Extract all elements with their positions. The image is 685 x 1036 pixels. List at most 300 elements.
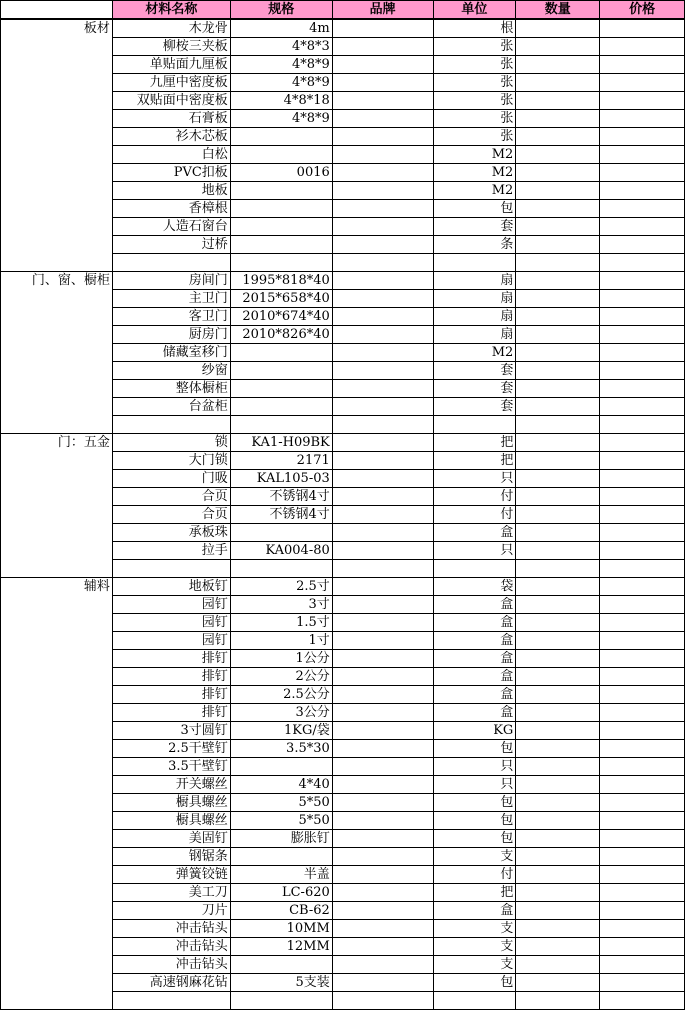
empty-cell bbox=[516, 416, 600, 434]
brand-cell bbox=[332, 272, 433, 290]
qty-cell bbox=[516, 272, 600, 290]
brand-cell bbox=[332, 830, 433, 848]
material-name-cell: 橱具螺丝 bbox=[112, 812, 230, 830]
unit-cell: 袋 bbox=[433, 578, 516, 596]
brand-cell bbox=[332, 614, 433, 632]
empty-cell bbox=[433, 992, 516, 1010]
brand-cell bbox=[332, 722, 433, 740]
material-name-cell: 美工刀 bbox=[112, 884, 230, 902]
qty-cell bbox=[516, 722, 600, 740]
material-name-cell: 地板钉 bbox=[112, 578, 230, 596]
material-name-cell: 园钉 bbox=[112, 596, 230, 614]
unit-cell: 张 bbox=[433, 74, 516, 92]
qty-cell bbox=[516, 362, 600, 380]
material-name-cell: 弹簧铰链 bbox=[112, 866, 230, 884]
price-cell bbox=[600, 38, 685, 56]
qty-cell bbox=[516, 542, 600, 560]
price-cell bbox=[600, 614, 685, 632]
spec-cell bbox=[230, 956, 332, 974]
brand-cell bbox=[332, 380, 433, 398]
table-row bbox=[1, 19, 685, 38]
qty-cell bbox=[516, 164, 600, 182]
unit-cell: KG bbox=[433, 722, 516, 740]
unit-cell: 套 bbox=[433, 398, 516, 416]
brand-cell bbox=[332, 110, 433, 128]
spec-cell: LC-620 bbox=[230, 884, 332, 902]
material-name-cell: 纱窗 bbox=[112, 362, 230, 380]
material-name-cell: 木龙骨 bbox=[112, 19, 230, 38]
qty-cell bbox=[516, 290, 600, 308]
spec-cell: 半盖 bbox=[230, 866, 332, 884]
material-name-cell: 2.5干壁钉 bbox=[112, 740, 230, 758]
price-cell bbox=[600, 128, 685, 146]
price-cell bbox=[600, 200, 685, 218]
qty-cell bbox=[516, 200, 600, 218]
empty-cell bbox=[600, 560, 685, 578]
unit-cell: 盒 bbox=[433, 614, 516, 632]
qty-cell bbox=[516, 344, 600, 362]
unit-cell: 套 bbox=[433, 362, 516, 380]
brand-cell bbox=[332, 902, 433, 920]
qty-cell bbox=[516, 218, 600, 236]
qty-cell bbox=[516, 470, 600, 488]
brand-cell bbox=[332, 434, 433, 452]
empty-cell bbox=[230, 416, 332, 434]
empty-cell bbox=[332, 416, 433, 434]
spec-cell: 1.5寸 bbox=[230, 614, 332, 632]
price-cell bbox=[600, 92, 685, 110]
brand-cell bbox=[332, 704, 433, 722]
brand-cell bbox=[332, 812, 433, 830]
empty-cell bbox=[112, 560, 230, 578]
material-name-cell: 钢锯条 bbox=[112, 848, 230, 866]
material-name-cell: 门吸 bbox=[112, 470, 230, 488]
spec-cell: 2010*826*40 bbox=[230, 326, 332, 344]
qty-cell bbox=[516, 380, 600, 398]
unit-cell: 盒 bbox=[433, 704, 516, 722]
empty-cell bbox=[112, 992, 230, 1010]
brand-cell bbox=[332, 686, 433, 704]
material-name-cell: 合页 bbox=[112, 488, 230, 506]
price-cell bbox=[600, 938, 685, 956]
brand-cell bbox=[332, 776, 433, 794]
brand-cell bbox=[332, 668, 433, 686]
spec-cell: 2.5公分 bbox=[230, 686, 332, 704]
empty-cell bbox=[600, 992, 685, 1010]
unit-cell: M2 bbox=[433, 182, 516, 200]
material-name-cell: 九厘中密度板 bbox=[112, 74, 230, 92]
unit-cell: M2 bbox=[433, 344, 516, 362]
unit-cell: 付 bbox=[433, 488, 516, 506]
spec-cell: 4m bbox=[230, 19, 332, 38]
qty-cell bbox=[516, 19, 600, 38]
spec-cell: KAL105-03 bbox=[230, 470, 332, 488]
spec-cell: 12MM bbox=[230, 938, 332, 956]
material-name-cell: PVC扣板 bbox=[112, 164, 230, 182]
brand-cell bbox=[332, 290, 433, 308]
header-spec: 规格 bbox=[230, 1, 332, 20]
sheet-body bbox=[1, 19, 685, 1010]
qty-cell bbox=[516, 434, 600, 452]
brand-cell bbox=[332, 524, 433, 542]
qty-cell bbox=[516, 902, 600, 920]
qty-cell bbox=[516, 56, 600, 74]
qty-cell bbox=[516, 776, 600, 794]
material-name-cell: 冲击钻头 bbox=[112, 956, 230, 974]
spec-cell: 4*8*9 bbox=[230, 74, 332, 92]
spec-cell bbox=[230, 524, 332, 542]
material-name-cell: 承板珠 bbox=[112, 524, 230, 542]
spec-cell: 5*50 bbox=[230, 794, 332, 812]
price-cell bbox=[600, 434, 685, 452]
table-row bbox=[1, 434, 685, 452]
price-cell bbox=[600, 164, 685, 182]
unit-cell: 只 bbox=[433, 542, 516, 560]
empty-cell bbox=[600, 254, 685, 272]
brand-cell bbox=[332, 344, 433, 362]
material-name-cell: 整体橱柜 bbox=[112, 380, 230, 398]
empty-cell bbox=[600, 416, 685, 434]
brand-cell bbox=[332, 236, 433, 254]
brand-cell bbox=[332, 740, 433, 758]
material-name-cell: 冲击钻头 bbox=[112, 938, 230, 956]
unit-cell: M2 bbox=[433, 164, 516, 182]
unit-cell: 套 bbox=[433, 218, 516, 236]
empty-cell bbox=[230, 254, 332, 272]
price-cell bbox=[600, 686, 685, 704]
brand-cell bbox=[332, 956, 433, 974]
unit-cell: 支 bbox=[433, 920, 516, 938]
header-unit: 单位 bbox=[433, 1, 516, 20]
brand-cell bbox=[332, 362, 433, 380]
qty-cell bbox=[516, 146, 600, 164]
material-name-cell: 拉手 bbox=[112, 542, 230, 560]
qty-cell bbox=[516, 956, 600, 974]
brand-cell bbox=[332, 146, 433, 164]
price-cell bbox=[600, 488, 685, 506]
unit-cell: 包 bbox=[433, 794, 516, 812]
price-cell bbox=[600, 596, 685, 614]
price-cell bbox=[600, 830, 685, 848]
qty-cell bbox=[516, 92, 600, 110]
category-cell: 辅料 bbox=[1, 578, 113, 1010]
brand-cell bbox=[332, 164, 433, 182]
material-name-cell: 园钉 bbox=[112, 632, 230, 650]
empty-cell bbox=[112, 416, 230, 434]
spec-cell bbox=[230, 398, 332, 416]
qty-cell bbox=[516, 758, 600, 776]
material-name-cell: 园钉 bbox=[112, 614, 230, 632]
price-cell bbox=[600, 19, 685, 38]
spec-cell bbox=[230, 848, 332, 866]
qty-cell bbox=[516, 452, 600, 470]
unit-cell: 付 bbox=[433, 506, 516, 524]
table-row bbox=[1, 272, 685, 290]
material-name-cell: 人造石窗台 bbox=[112, 218, 230, 236]
qty-cell bbox=[516, 110, 600, 128]
price-cell bbox=[600, 632, 685, 650]
material-name-cell: 排钉 bbox=[112, 704, 230, 722]
spec-cell: 4*8*3 bbox=[230, 38, 332, 56]
price-cell bbox=[600, 578, 685, 596]
price-cell bbox=[600, 542, 685, 560]
price-cell bbox=[600, 740, 685, 758]
brand-cell bbox=[332, 218, 433, 236]
qty-cell bbox=[516, 38, 600, 56]
brand-cell bbox=[332, 596, 433, 614]
material-name-cell: 排钉 bbox=[112, 650, 230, 668]
spec-cell: 5*50 bbox=[230, 812, 332, 830]
price-cell bbox=[600, 470, 685, 488]
spec-cell: 膨胀钉 bbox=[230, 830, 332, 848]
material-name-cell: 过桥 bbox=[112, 236, 230, 254]
unit-cell: 支 bbox=[433, 848, 516, 866]
price-cell bbox=[600, 236, 685, 254]
material-name-cell: 3.5干壁钉 bbox=[112, 758, 230, 776]
price-cell bbox=[600, 956, 685, 974]
unit-cell: 张 bbox=[433, 92, 516, 110]
spec-cell: CB-62 bbox=[230, 902, 332, 920]
spec-cell bbox=[230, 128, 332, 146]
spec-cell: 不锈钢4寸 bbox=[230, 506, 332, 524]
qty-cell bbox=[516, 794, 600, 812]
category-cell: 门：五金 bbox=[1, 434, 113, 578]
brand-cell bbox=[332, 938, 433, 956]
unit-cell: 套 bbox=[433, 380, 516, 398]
qty-cell bbox=[516, 128, 600, 146]
material-name-cell: 大门锁 bbox=[112, 452, 230, 470]
qty-cell bbox=[516, 632, 600, 650]
unit-cell: 根 bbox=[433, 19, 516, 38]
spec-cell bbox=[230, 200, 332, 218]
material-name-cell: 客卫门 bbox=[112, 308, 230, 326]
price-cell bbox=[600, 146, 685, 164]
price-cell bbox=[600, 920, 685, 938]
brand-cell bbox=[332, 326, 433, 344]
material-name-cell: 锁 bbox=[112, 434, 230, 452]
qty-cell bbox=[516, 488, 600, 506]
price-cell bbox=[600, 506, 685, 524]
brand-cell bbox=[332, 182, 433, 200]
unit-cell: 盒 bbox=[433, 524, 516, 542]
qty-cell bbox=[516, 866, 600, 884]
brand-cell bbox=[332, 866, 433, 884]
unit-cell: 扇 bbox=[433, 272, 516, 290]
brand-cell bbox=[332, 308, 433, 326]
empty-cell bbox=[112, 254, 230, 272]
brand-cell bbox=[332, 884, 433, 902]
material-name-cell: 房间门 bbox=[112, 272, 230, 290]
price-cell bbox=[600, 182, 685, 200]
unit-cell: 盒 bbox=[433, 668, 516, 686]
spec-cell: 2171 bbox=[230, 452, 332, 470]
spec-cell: 1KG/袋 bbox=[230, 722, 332, 740]
unit-cell: 包 bbox=[433, 200, 516, 218]
material-name-cell: 柳桉三夹板 bbox=[112, 38, 230, 56]
empty-cell bbox=[433, 560, 516, 578]
material-name-cell: 美固钉 bbox=[112, 830, 230, 848]
empty-cell bbox=[433, 416, 516, 434]
price-cell bbox=[600, 902, 685, 920]
unit-cell: 只 bbox=[433, 758, 516, 776]
spec-cell: 不锈钢4寸 bbox=[230, 488, 332, 506]
qty-cell bbox=[516, 830, 600, 848]
qty-cell bbox=[516, 812, 600, 830]
header-row bbox=[1, 1, 685, 20]
category-cell: 门、窗、橱柜 bbox=[1, 272, 113, 434]
unit-cell: 盒 bbox=[433, 650, 516, 668]
unit-cell: 盒 bbox=[433, 686, 516, 704]
qty-cell bbox=[516, 650, 600, 668]
empty-cell bbox=[230, 560, 332, 578]
spec-cell: 10MM bbox=[230, 920, 332, 938]
price-cell bbox=[600, 524, 685, 542]
material-name-cell: 石膏板 bbox=[112, 110, 230, 128]
category-cell: 板材 bbox=[1, 19, 113, 272]
spec-cell: 4*8*9 bbox=[230, 110, 332, 128]
spec-cell: 2公分 bbox=[230, 668, 332, 686]
price-cell bbox=[600, 668, 685, 686]
material-name-cell: 白松 bbox=[112, 146, 230, 164]
spec-cell: KA004-80 bbox=[230, 542, 332, 560]
spec-cell: 3公分 bbox=[230, 704, 332, 722]
price-cell bbox=[600, 776, 685, 794]
empty-cell bbox=[516, 992, 600, 1010]
spec-cell bbox=[230, 758, 332, 776]
spec-cell: 5支装 bbox=[230, 974, 332, 992]
material-name-cell: 刀片 bbox=[112, 902, 230, 920]
brand-cell bbox=[332, 38, 433, 56]
qty-cell bbox=[516, 614, 600, 632]
unit-cell: 包 bbox=[433, 974, 516, 992]
qty-cell bbox=[516, 740, 600, 758]
empty-cell bbox=[433, 254, 516, 272]
qty-cell bbox=[516, 704, 600, 722]
qty-cell bbox=[516, 596, 600, 614]
price-cell bbox=[600, 110, 685, 128]
material-name-cell: 开关螺丝 bbox=[112, 776, 230, 794]
material-name-cell: 冲击钻头 bbox=[112, 920, 230, 938]
price-cell bbox=[600, 74, 685, 92]
price-cell bbox=[600, 758, 685, 776]
brand-cell bbox=[332, 578, 433, 596]
unit-cell: 包 bbox=[433, 830, 516, 848]
material-name-cell: 3寸圆钉 bbox=[112, 722, 230, 740]
brand-cell bbox=[332, 398, 433, 416]
material-name-cell: 香樟根 bbox=[112, 200, 230, 218]
unit-cell: 只 bbox=[433, 776, 516, 794]
unit-cell: 付 bbox=[433, 866, 516, 884]
empty-cell bbox=[332, 254, 433, 272]
qty-cell bbox=[516, 974, 600, 992]
empty-cell bbox=[516, 560, 600, 578]
unit-cell: M2 bbox=[433, 146, 516, 164]
unit-cell: 把 bbox=[433, 452, 516, 470]
header-brand: 品牌 bbox=[332, 1, 433, 20]
header-qty: 数量 bbox=[516, 1, 600, 20]
unit-cell: 扇 bbox=[433, 290, 516, 308]
spec-cell: 4*40 bbox=[230, 776, 332, 794]
spec-cell: 3.5*30 bbox=[230, 740, 332, 758]
price-cell bbox=[600, 452, 685, 470]
brand-cell bbox=[332, 19, 433, 38]
empty-cell bbox=[332, 992, 433, 1010]
spec-cell bbox=[230, 218, 332, 236]
material-name-cell: 台盆柜 bbox=[112, 398, 230, 416]
brand-cell bbox=[332, 920, 433, 938]
brand-cell bbox=[332, 74, 433, 92]
qty-cell bbox=[516, 938, 600, 956]
brand-cell bbox=[332, 452, 433, 470]
qty-cell bbox=[516, 686, 600, 704]
price-cell bbox=[600, 56, 685, 74]
unit-cell: 包 bbox=[433, 740, 516, 758]
spec-cell bbox=[230, 362, 332, 380]
brand-cell bbox=[332, 794, 433, 812]
unit-cell: 条 bbox=[433, 236, 516, 254]
unit-cell: 扇 bbox=[433, 308, 516, 326]
spec-cell: 2015*658*40 bbox=[230, 290, 332, 308]
unit-cell: 盒 bbox=[433, 596, 516, 614]
brand-cell bbox=[332, 470, 433, 488]
spec-cell: 1寸 bbox=[230, 632, 332, 650]
spec-cell: 4*8*18 bbox=[230, 92, 332, 110]
brand-cell bbox=[332, 200, 433, 218]
material-name-cell: 单贴面九厘板 bbox=[112, 56, 230, 74]
unit-cell: 张 bbox=[433, 128, 516, 146]
qty-cell bbox=[516, 398, 600, 416]
spec-cell: 0016 bbox=[230, 164, 332, 182]
price-cell bbox=[600, 974, 685, 992]
qty-cell bbox=[516, 578, 600, 596]
table-row bbox=[1, 578, 685, 596]
price-cell bbox=[600, 290, 685, 308]
unit-cell: 把 bbox=[433, 884, 516, 902]
unit-cell: 支 bbox=[433, 956, 516, 974]
spec-cell: 4*8*9 bbox=[230, 56, 332, 74]
price-cell bbox=[600, 398, 685, 416]
brand-cell bbox=[332, 758, 433, 776]
unit-cell: 支 bbox=[433, 938, 516, 956]
header-name: 材料名称 bbox=[112, 1, 230, 20]
brand-cell bbox=[332, 650, 433, 668]
material-name-cell: 地板 bbox=[112, 182, 230, 200]
qty-cell bbox=[516, 920, 600, 938]
brand-cell bbox=[332, 974, 433, 992]
unit-cell: 只 bbox=[433, 470, 516, 488]
material-name-cell: 合页 bbox=[112, 506, 230, 524]
unit-cell: 盒 bbox=[433, 902, 516, 920]
brand-cell bbox=[332, 488, 433, 506]
spec-cell bbox=[230, 236, 332, 254]
material-name-cell: 排钉 bbox=[112, 668, 230, 686]
unit-cell: 把 bbox=[433, 434, 516, 452]
empty-cell bbox=[516, 254, 600, 272]
brand-cell bbox=[332, 56, 433, 74]
qty-cell bbox=[516, 524, 600, 542]
price-cell bbox=[600, 344, 685, 362]
material-name-cell: 高速钢麻花钻 bbox=[112, 974, 230, 992]
material-name-cell: 双贴面中密度板 bbox=[112, 92, 230, 110]
price-cell bbox=[600, 866, 685, 884]
unit-cell: 张 bbox=[433, 38, 516, 56]
qty-cell bbox=[516, 884, 600, 902]
spec-cell: KA1-H09BK bbox=[230, 434, 332, 452]
brand-cell bbox=[332, 92, 433, 110]
price-cell bbox=[600, 812, 685, 830]
spec-cell: 3寸 bbox=[230, 596, 332, 614]
price-cell bbox=[600, 650, 685, 668]
